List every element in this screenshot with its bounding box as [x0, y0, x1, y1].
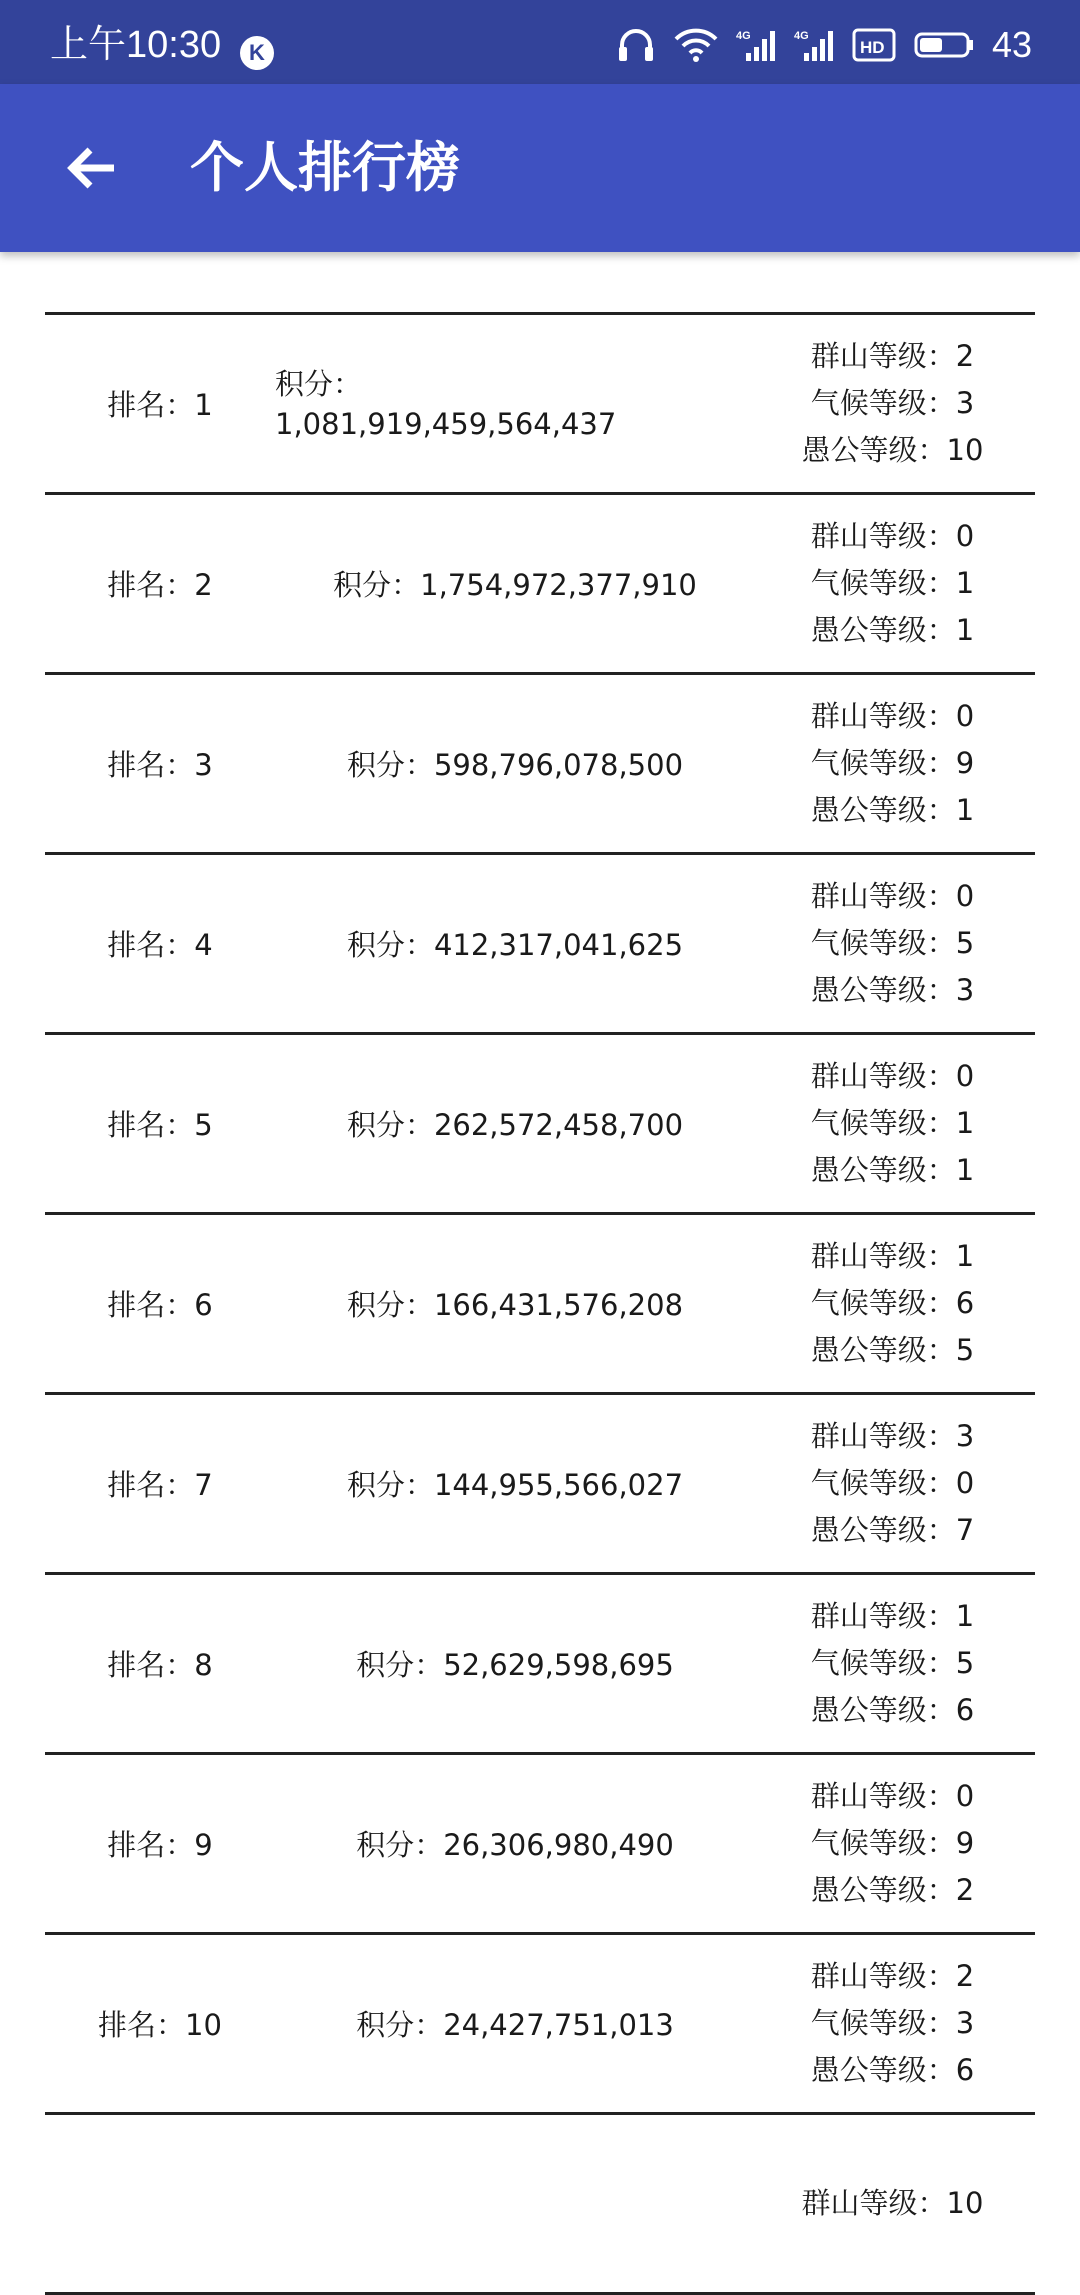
rank-label: 排名：5 [107, 1108, 213, 1142]
rank-label: 排名：9 [107, 1828, 213, 1862]
arrow-left-icon [66, 146, 118, 190]
yugong-level: 愚公等级：6 [810, 1693, 975, 1727]
rank-label: 排名：7 [107, 1468, 213, 1502]
back-button[interactable] [44, 128, 140, 208]
levels-cell [755, 1575, 1030, 1752]
yugong-level: 愚公等级：3 [810, 973, 975, 1007]
levels-cell [755, 855, 1030, 1032]
yugong-level: 愚公等级：10 [801, 433, 984, 467]
svg-text:HD: HD [859, 38, 885, 57]
mountain-level: 群山等级：0 [810, 1059, 975, 1093]
score-label [275, 2115, 755, 2292]
wifi-icon [674, 27, 718, 63]
climate-level: 气候等级：6 [810, 1286, 975, 1320]
leaderboard-list[interactable] [45, 312, 1035, 2295]
rank-label: 排名：10 [98, 2008, 222, 2042]
leaderboard-row[interactable] [45, 1935, 1035, 2115]
mountain-level: 群山等级：0 [810, 699, 975, 733]
score-label: 积分：412,317,041,625 [346, 928, 684, 962]
leaderboard-row[interactable] [45, 1215, 1035, 1395]
rank-label: 排名：4 [107, 928, 213, 962]
svg-text:4G: 4G [793, 30, 809, 42]
rank-label: 排名：3 [107, 748, 213, 782]
score-label: 积分：144,955,566,027 [346, 1468, 684, 1502]
mountain-level: 群山等级：0 [810, 879, 975, 913]
mountain-level: 群山等级：0 [810, 1779, 975, 1813]
levels-cell [755, 1395, 1030, 1572]
mountain-level: 群山等级：2 [810, 1959, 975, 1993]
climate-level: 气候等级：0 [810, 1466, 975, 1500]
mountain-level: 群山等级：3 [810, 1419, 975, 1453]
score-label: 积分：166,431,576,208 [346, 1288, 684, 1322]
rank-label: 排名：8 [107, 1648, 213, 1682]
climate-level: 气候等级：1 [810, 1106, 975, 1140]
status-time: 上午10:30 [50, 24, 222, 66]
yugong-level: 愚公等级：5 [810, 1333, 975, 1367]
score-label: 积分：52,629,598,695 [356, 1648, 674, 1682]
rank-label [45, 2115, 275, 2292]
signal-4g-icon [736, 27, 776, 63]
yugong-level: 愚公等级：1 [810, 613, 975, 647]
climate-level: 气候等级：5 [810, 926, 975, 960]
score-label: 积分：262,572,458,700 [346, 1108, 684, 1142]
score-label: 积分：1,081,919,459,564,437 [275, 366, 617, 441]
climate-level: 气候等级：9 [810, 746, 975, 780]
levels-cell [755, 315, 1030, 492]
leaderboard-row[interactable] [45, 1035, 1035, 1215]
yugong-level: 愚公等级：1 [810, 1153, 975, 1187]
score-label: 积分：26,306,980,490 [356, 1828, 674, 1862]
leaderboard-row[interactable] [45, 495, 1035, 675]
levels-cell [755, 495, 1030, 672]
rank-label: 排名：2 [107, 568, 213, 602]
signal-4g-icon [794, 27, 834, 63]
levels-cell [755, 1935, 1030, 2112]
hd-icon [852, 27, 896, 63]
climate-level: 气候等级：9 [810, 1826, 975, 1860]
mountain-level: 群山等级：10 [801, 2186, 984, 2220]
leaderboard-row[interactable] [45, 315, 1035, 495]
levels-cell [755, 1755, 1030, 1932]
yugong-level: 愚公等级：1 [810, 793, 975, 827]
leaderboard-row[interactable] [45, 1395, 1035, 1575]
headphones-icon [616, 27, 656, 63]
leaderboard-row[interactable] [45, 2115, 1035, 2295]
app-bar [0, 84, 1080, 252]
levels-cell [755, 1215, 1030, 1392]
climate-level: 气候等级：5 [810, 1646, 975, 1680]
rank-label: 排名：6 [107, 1288, 213, 1322]
climate-level: 气候等级：3 [810, 386, 975, 420]
mountain-level: 群山等级：0 [810, 519, 975, 553]
leaderboard-row[interactable] [45, 1755, 1035, 1935]
levels-cell [755, 2115, 1030, 2292]
rank-label: 排名：1 [107, 388, 213, 422]
page-title: 个人排行榜 [190, 136, 460, 199]
battery-icon [914, 27, 974, 63]
score-label: 积分：24,427,751,013 [356, 2008, 674, 2042]
climate-level: 气候等级：1 [810, 566, 975, 600]
score-cell [275, 315, 755, 492]
yugong-level: 愚公等级：7 [810, 1513, 975, 1547]
mountain-level: 群山等级：1 [810, 1599, 975, 1633]
mountain-level: 群山等级：1 [810, 1239, 975, 1273]
leaderboard-row[interactable] [45, 675, 1035, 855]
score-label: 积分：1,754,972,377,910 [333, 568, 697, 602]
k-app-icon: K [240, 36, 274, 70]
levels-cell [755, 675, 1030, 852]
status-bar [0, 0, 1080, 84]
status-icons [616, 24, 1032, 66]
leaderboard-row[interactable] [45, 1575, 1035, 1755]
svg-text:4G: 4G [735, 30, 751, 42]
climate-level: 气候等级：3 [810, 2006, 975, 2040]
battery-level: 43 [991, 24, 1032, 65]
leaderboard-row[interactable] [45, 855, 1035, 1035]
score-label: 积分：598,796,078,500 [346, 748, 684, 782]
yugong-level: 愚公等级：2 [810, 1873, 975, 1907]
mountain-level: 群山等级：2 [810, 339, 975, 373]
levels-cell [755, 1035, 1030, 1212]
yugong-level: 愚公等级：6 [810, 2053, 975, 2087]
